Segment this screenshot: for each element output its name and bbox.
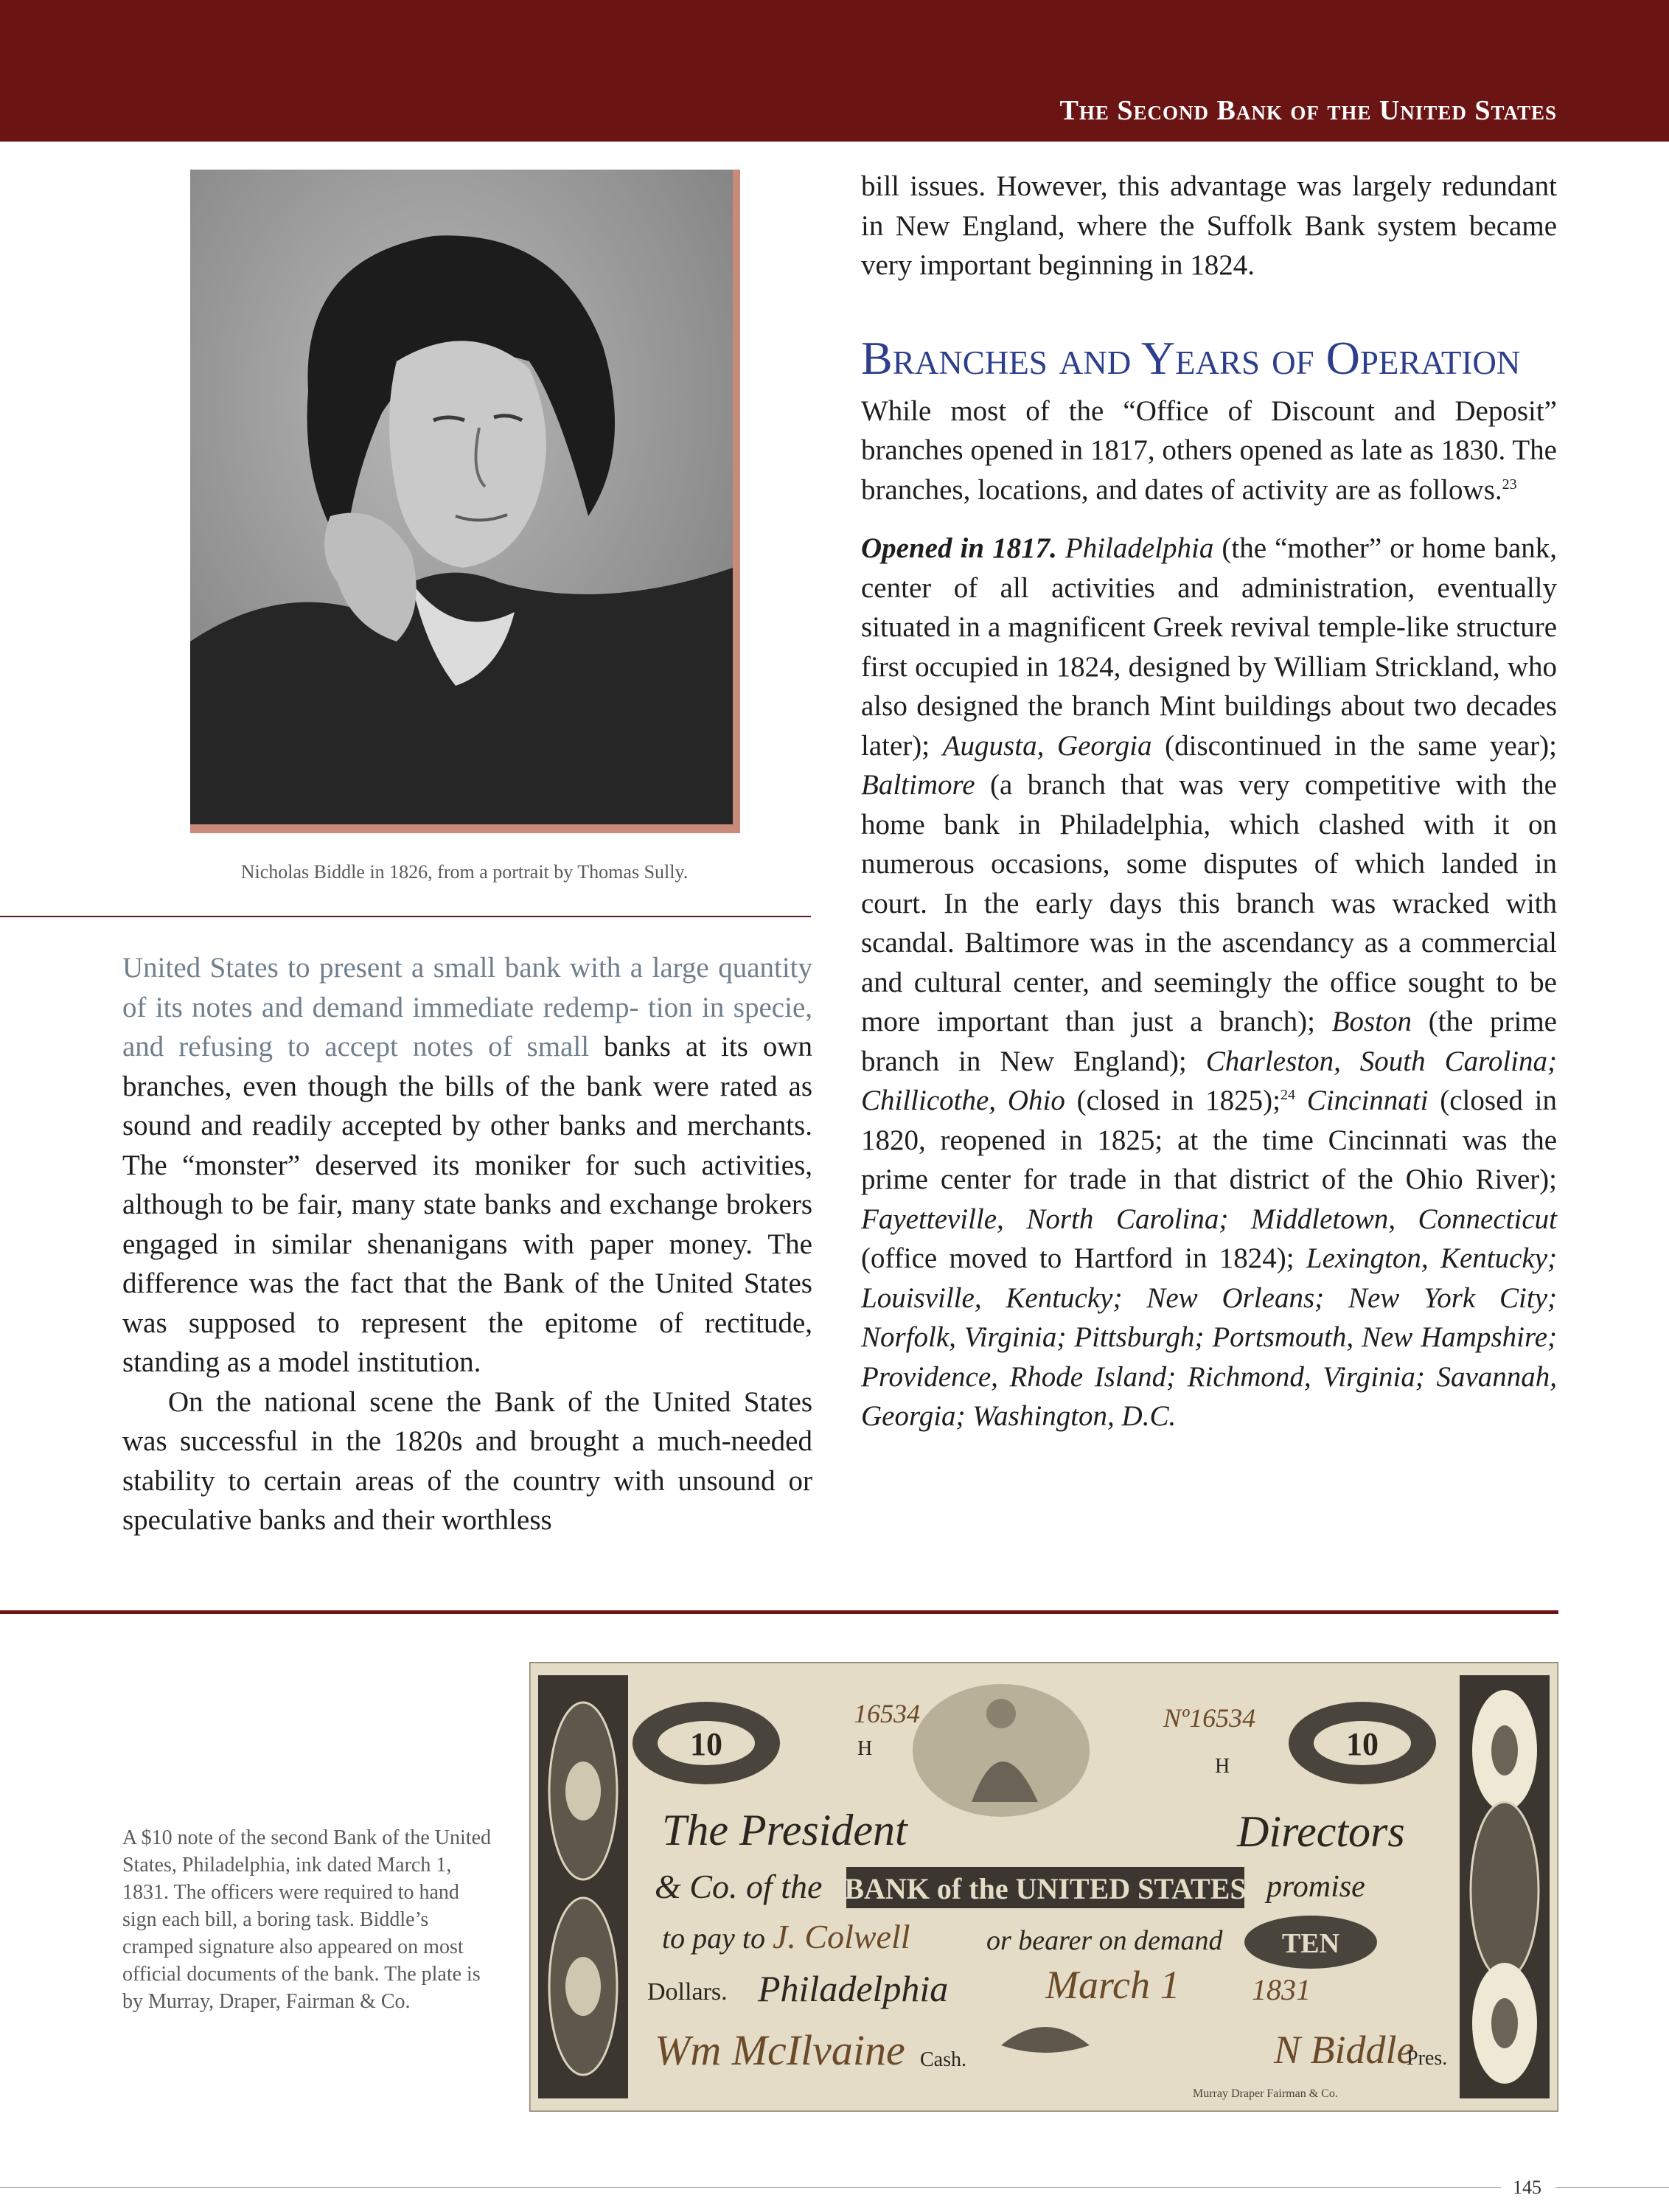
- branch-name: Cincinnati: [1295, 1085, 1429, 1116]
- branch-text: (office moved to Hartford in 1824);: [861, 1242, 1306, 1274]
- branch-text: (the “mother” or home bank, center of all activities and administration, eventually situated in a magnificent Greek revival temple-like structure first occupied in 1824, designed by William Strickland, who also designed the branch Mint buildings about two decades later);: [861, 532, 1558, 762]
- note-line-pay: to pay to: [662, 1921, 765, 1955]
- cashier-label: Cash.: [920, 2048, 966, 2071]
- text-line: moniker for such activities, although to be fair, many: [122, 1149, 812, 1220]
- branch-name: Baltimore: [861, 769, 975, 801]
- section-body-text: While most of the “Office of Discount and Deposit” branches opened in 1817, others opened as late as 1830. The branches, locations, and dates of activity are as follows.: [861, 394, 1557, 506]
- note-line-bearer: or bearer on demand: [986, 1925, 1223, 1956]
- ten-word: TEN: [1281, 1928, 1340, 1959]
- text-line: model institution.: [278, 1346, 481, 1378]
- denomination-right: 10: [1346, 1726, 1379, 1762]
- text-line: bank were rated as sound and readily accepted by other: [122, 1070, 813, 1141]
- branch-name: Charleston, South Carolina; Chillicothe, Ohio: [861, 1045, 1557, 1116]
- branch-name: Fayetteville, North Carolina; Middletown, Connecticut: [861, 1203, 1557, 1235]
- text-line: state banks and exchange brokers engaged in similar: [122, 1189, 813, 1260]
- branch-text: (closed in 1825);: [1065, 1085, 1281, 1116]
- text-line: shenanigans with paper money. The difference was the: [122, 1228, 812, 1299]
- left-paragraph-2: On the national scene the Bank of the United States was successful in the 1820s and brought a much-needed stability to certain areas of the country with unsound or speculative banks and their worthless: [122, 1385, 812, 1536]
- denomination-left: 10: [690, 1726, 722, 1762]
- banknote-image: [529, 1662, 1558, 2112]
- banknote-caption: A $10 note of the second Bank of the United States, Philadelphia, ink dated March 1, 1831. The officers were required to hand sign each bill, a boring task. Biddle’s cramped signature also appeared on most official documents of the bank. The plate is by Murray, Draper, Fairman & Co.: [122, 1826, 492, 2013]
- opened-label: Opened in 1817.: [861, 532, 1057, 564]
- plate-letter: H: [857, 1737, 873, 1760]
- left-column: [122, 948, 812, 1540]
- footnote-ref: 24: [1281, 1087, 1296, 1103]
- president-signature: N Biddle: [1274, 2028, 1415, 2072]
- payee-signature: J. Colwell: [773, 1918, 910, 1955]
- portrait-caption: Nicholas Biddle in 1826, from a portrait by Thomas Sully.: [240, 861, 689, 883]
- section-body: [861, 392, 1557, 510]
- branch-text: (the prime branch in New England);: [861, 1006, 1557, 1077]
- section-rule: [0, 1610, 1558, 1614]
- page-number: 145: [1513, 2177, 1541, 2198]
- branch-name: Lexington, Kentucky; Louisville, Kentucky; New Orleans; New York City; Norfolk, Virginia; Pittsburgh; Portsmouth, New Hampshire; Providence, Rhode Island; Richmond, Virginia; Savannah, Georgia; Washington, D.C.: [861, 1242, 1558, 1432]
- text-line: to represent the epitome of rectitude, standing as a: [122, 1307, 813, 1378]
- note-line-promise: promise: [1266, 1870, 1365, 1904]
- dollars-label: Dollars.: [647, 1978, 728, 2006]
- portrait-image: [190, 170, 733, 824]
- serial-right: Nº16534: [1163, 1703, 1256, 1733]
- right-intro: bill issues. However, this advantage was largely redundant in New England, where the Suffolk Bank system became very important beginning in 1824.: [861, 170, 1557, 281]
- serial-left: 16534: [854, 1699, 920, 1728]
- note-line-company: & Co. of the: [655, 1868, 823, 1905]
- note-line-directors: Directors: [1237, 1807, 1405, 1856]
- engraver-imprint: Murray Draper Fairman & Co.: [1193, 2087, 1338, 2100]
- cashier-signature: Wm McIlvaine: [655, 2026, 905, 2074]
- note-year: 1831: [1252, 1973, 1311, 2006]
- text-line: tion in specie, and refusing to accept notes of small: [122, 991, 813, 1062]
- bank-name: BANK of the UNITED STATES: [844, 1872, 1247, 1905]
- footer-rule: [0, 2187, 1501, 2188]
- footer-rule: [1555, 2187, 1669, 2188]
- branch-text: (closed in 1820, reopened in 1825; at the time Cincinnati was the prime center for trade in that district of the Ohio River);: [861, 1085, 1558, 1195]
- footnote-ref: 23: [1502, 476, 1517, 493]
- plate-letter: H: [1215, 1755, 1230, 1778]
- left-paragraph-1: [122, 948, 812, 1382]
- caption-rule: [0, 916, 811, 917]
- text-line: United States to present a small bank with a large: [122, 952, 709, 984]
- right-column: [861, 167, 1557, 1436]
- branch-name: Philadelphia: [1065, 532, 1214, 564]
- section-heading: Branches and Years of Operation: [861, 331, 1521, 384]
- branch-text: (a branch that was very competitive with the home bank in Philadelphia, which clashed with it on numerous occasions, some disputes of which landed in court. In the early days this branch was wracked with scandal. Baltimore was in the ascendancy as a commercial and cultural center, and seemingly the office sought to be more important than just a branch);: [861, 769, 1557, 1037]
- note-line-president: The President: [662, 1806, 907, 1854]
- note-date: March 1: [1045, 1963, 1180, 2007]
- city-label: Philadelphia: [758, 1968, 949, 2009]
- president-label: Pres.: [1407, 2047, 1448, 2070]
- branch-name: Augusta, Georgia: [942, 729, 1152, 762]
- text-line: banks and merchants. The “monster” deserved its: [122, 1110, 812, 1181]
- text-line: quantity of its notes and demand immediate redemp-: [122, 952, 813, 1023]
- running-head: The Second Bank of the United States: [1059, 95, 1557, 126]
- text-line: banks at its own branches, even though the bills of the: [122, 1031, 813, 1102]
- text-line: fact that the Bank of the United States was supposed: [122, 1267, 812, 1339]
- branches-paragraph: [861, 529, 1557, 1436]
- branch-text: (discontinued in the same year);: [1151, 729, 1557, 762]
- branch-name: Boston: [1331, 1006, 1412, 1037]
